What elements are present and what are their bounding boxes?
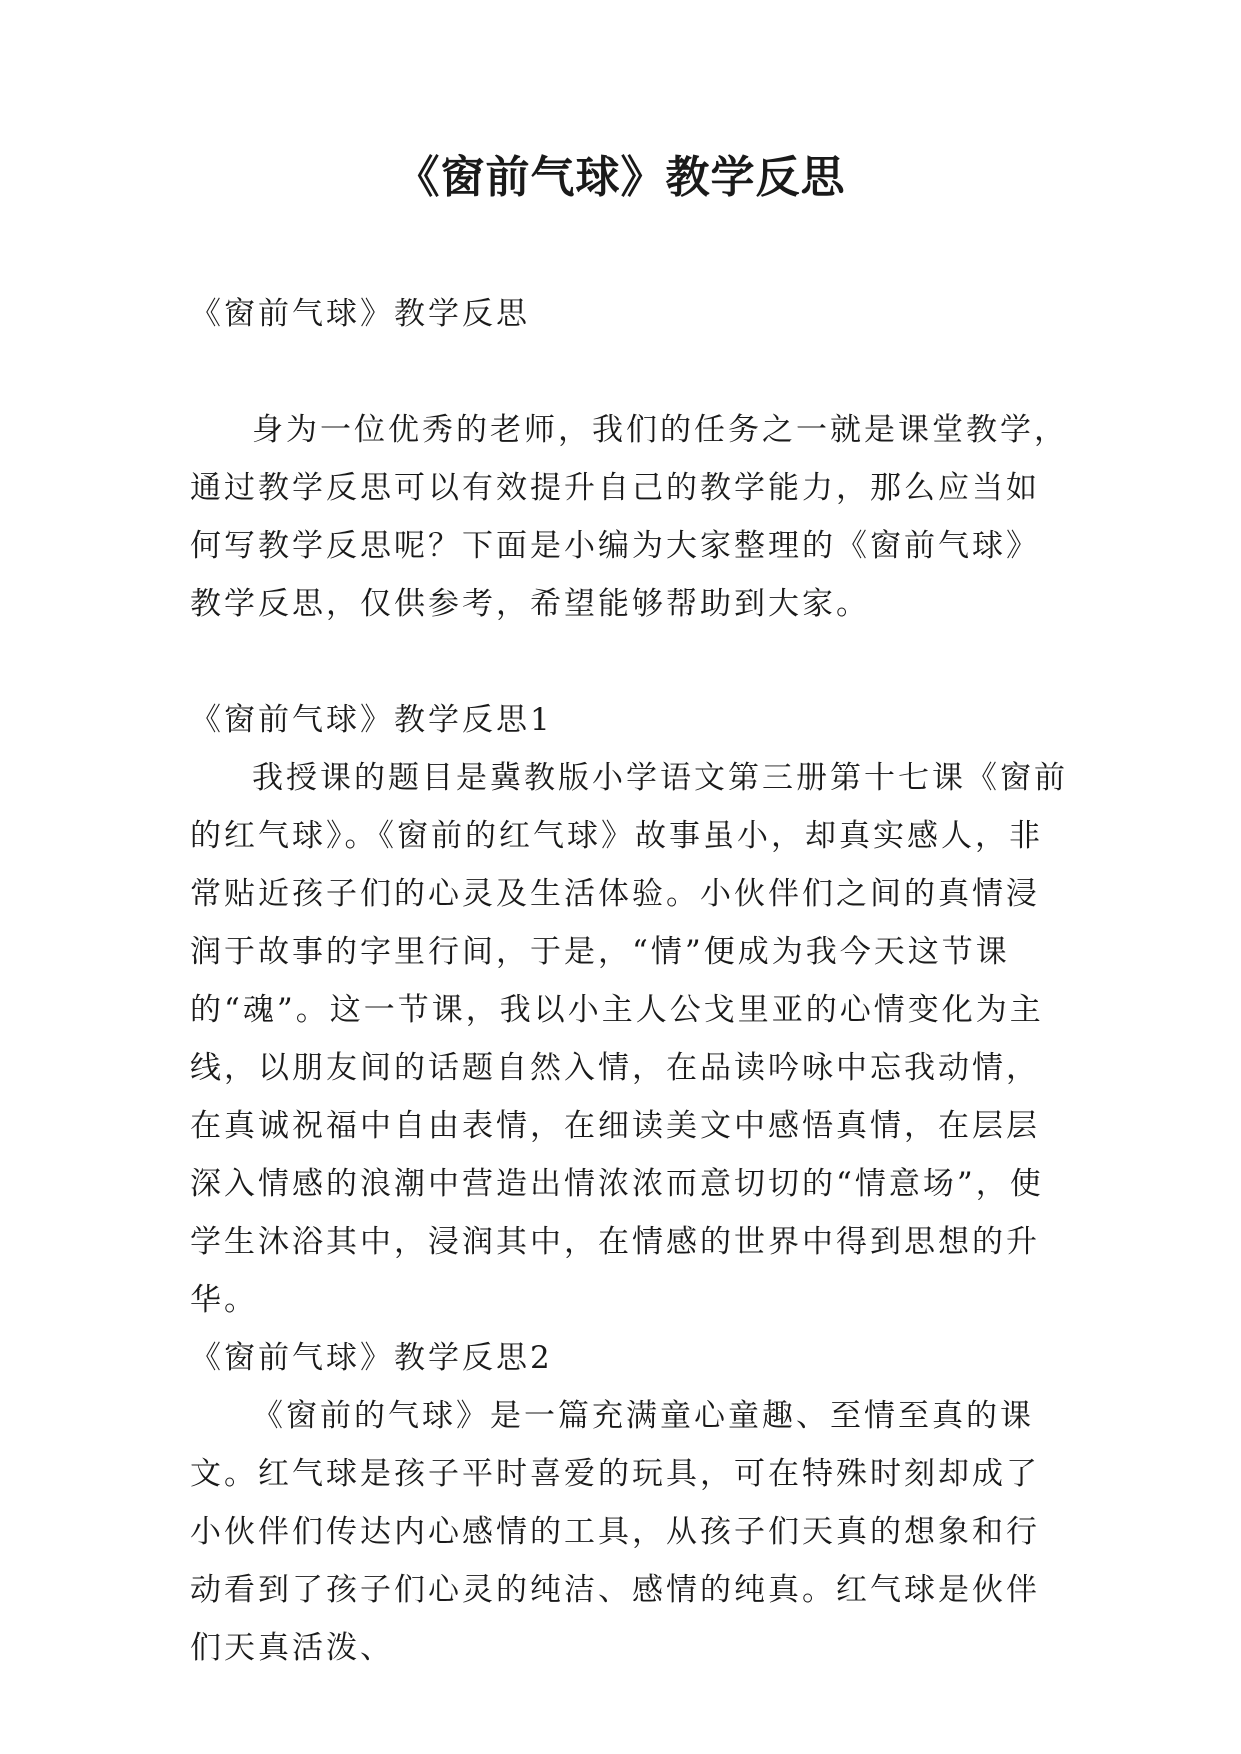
document-title: 《窗前气球》教学反思 xyxy=(395,152,846,203)
document-subtitle: 《窗前气球》教学反思 xyxy=(190,296,530,332)
section-heading-1: 《窗前气球》教学反思1 xyxy=(190,702,553,738)
intro-paragraph: 身为一位优秀的老师，我们的任务之一就是课堂教学，通过教学反思可以有效提升自己的教学能力，那么应当如何写教学反思呢？下面是小编为大家整理的《窗前气球》教学反思，仅供参考，希望能够帮助到大家。 xyxy=(190,412,1068,622)
section-body-2: 《窗前的气球》是一篇充满童心童趣、至情至真的课文。红气球是孩子平时喜爱的玩具，可在特殊时刻却成了小伙伴们传达内心感情的工具，从孩子们天真的想象和行动看到了孩子们心灵的纯洁、感情的纯真。红气球是伙伴们天真活泼、 xyxy=(190,1398,1040,1666)
section-body-1: 我授课的题目是冀教版小学语文第三册第十七课《窗前的红气球》。《窗前的红气球》故事虽小，却真实感人，非常贴近孩子们的心灵及生活体验。小伙伴们之间的真情浸润于故事的字里行间，于是，“情”便成为我今天这节课的“魂”。这一节课，我以小主人公戈里亚的心情变化为主线，以朋友间的话题自然入情，在品读吟咏中忘我动情，在真诚祝福中自由表情，在细读美文中感悟真情，在层层深入情感的浪潮中营造出情浓浓而意切切的“情意场”，使学生沐浴其中，浸润其中，在情感的世界中得到思想的升华。 xyxy=(190,760,1068,1318)
document-body xyxy=(190,285,1070,1677)
section-heading-2: 《窗前气球》教学反思2 xyxy=(190,1340,553,1376)
